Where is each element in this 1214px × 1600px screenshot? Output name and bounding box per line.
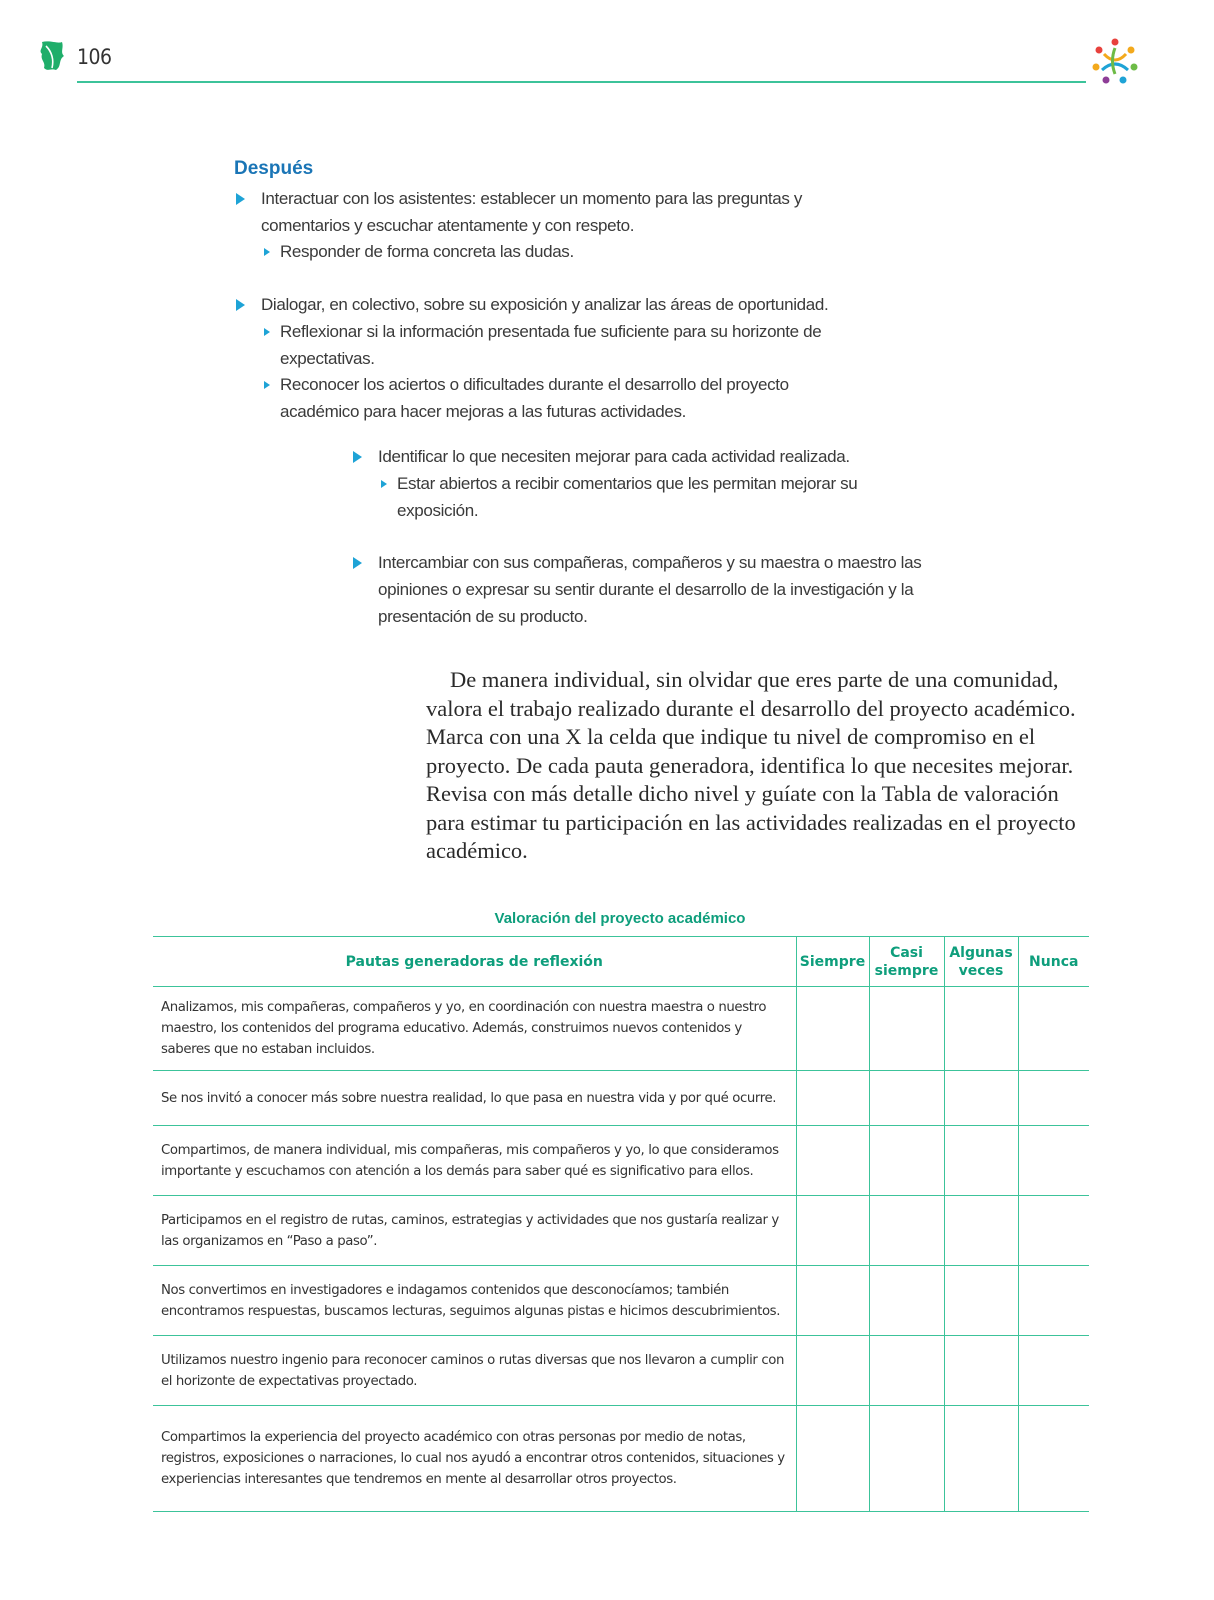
checkbox-cell-nunca[interactable] bbox=[1018, 1266, 1089, 1336]
checkbox-cell-algunas-veces[interactable] bbox=[944, 1336, 1018, 1406]
bullet-text: Intercambiar con sus compañeras, compañeros y su maestra o maestro las opiniones o expresar su sentir durante el desarrollo de la investigación y la presentación de su producto. bbox=[378, 553, 922, 626]
bullet-item bbox=[378, 443, 898, 470]
bullet-arrow-icon bbox=[353, 557, 362, 569]
table-row bbox=[153, 1266, 1089, 1336]
checkbox-cell-algunas-veces[interactable] bbox=[944, 1266, 1018, 1336]
checkbox-cell-nunca[interactable] bbox=[1018, 987, 1089, 1071]
criteria-text: Utilizamos nuestro ingenio para reconocer caminos o rutas diversas que nos llevaron a cumplir con el horizonte de expectativas proyectado. bbox=[153, 1336, 796, 1406]
bullet-item bbox=[261, 291, 861, 318]
bullet-arrow-icon bbox=[264, 248, 270, 256]
page-number: 106 bbox=[77, 45, 112, 69]
checkbox-cell-siempre[interactable] bbox=[796, 1336, 869, 1406]
section-title: Después bbox=[234, 158, 314, 179]
page-header bbox=[0, 0, 1214, 100]
bullet-arrow-icon bbox=[264, 328, 270, 336]
bullet-arrow-icon bbox=[264, 381, 270, 389]
table-row bbox=[153, 1336, 1089, 1406]
assessment-table bbox=[153, 936, 1089, 1512]
leaf-logo-icon bbox=[36, 38, 68, 74]
checkbox-cell-casi-siempre[interactable] bbox=[869, 1126, 944, 1196]
checkbox-cell-nunca[interactable] bbox=[1018, 1196, 1089, 1266]
sub-bullet-item bbox=[280, 238, 840, 265]
criteria-text: Se nos invitó a conocer más sobre nuestra realidad, lo que pasa en nuestra vida y por qué ocurre. bbox=[153, 1071, 796, 1126]
criteria-text: Analizamos, mis compañeras, compañeros y yo, en coordinación con nuestra maestra o nuestro maestro, los contenidos del programa educativo. Además, construimos nuevos contenidos y saberes que no estaban incluidos. bbox=[153, 987, 796, 1071]
checkbox-cell-nunca[interactable] bbox=[1018, 1336, 1089, 1406]
header-criteria: Pautas generadoras de reflexión bbox=[153, 937, 796, 987]
checkbox-cell-algunas-veces[interactable] bbox=[944, 987, 1018, 1071]
checkbox-cell-casi-siempre[interactable] bbox=[869, 1196, 944, 1266]
bullet-text: Interactuar con los asistentes: establecer un momento para las preguntas y comentarios y escuchar atentamente y con respeto. bbox=[261, 189, 803, 235]
checkbox-cell-siempre[interactable] bbox=[796, 1406, 869, 1512]
bullet-arrow-icon bbox=[381, 480, 387, 488]
criteria-text: Participamos en el registro de rutas, caminos, estrategias y actividades que nos gustaría realizar y las organizamos en “Paso a paso”. bbox=[153, 1196, 796, 1266]
checkbox-cell-casi-siempre[interactable] bbox=[869, 987, 944, 1071]
bullet-text: Responder de forma concreta las dudas. bbox=[280, 242, 574, 261]
table-row bbox=[153, 1196, 1089, 1266]
bullet-arrow-icon bbox=[236, 193, 245, 205]
bullet-text: Reflexionar si la información presentada fue suficiente para su horizonte de expectativas. bbox=[280, 322, 822, 368]
sub-bullet-item bbox=[397, 470, 877, 524]
sub-bullet-item bbox=[280, 318, 840, 372]
header-siempre: Siempre bbox=[796, 937, 869, 987]
community-emblem-icon bbox=[1090, 36, 1140, 86]
sub-bullet-item bbox=[280, 371, 840, 425]
header-nunca: Nunca bbox=[1018, 937, 1089, 987]
checkbox-cell-nunca[interactable] bbox=[1018, 1071, 1089, 1126]
checkbox-cell-siempre[interactable] bbox=[796, 1126, 869, 1196]
header-algunas-veces: Algunas veces bbox=[944, 937, 1018, 987]
checkbox-cell-nunca[interactable] bbox=[1018, 1406, 1089, 1512]
checkbox-cell-algunas-veces[interactable] bbox=[944, 1196, 1018, 1266]
header-casi-siempre: Casi siempre bbox=[869, 937, 944, 987]
bullet-arrow-icon bbox=[353, 451, 362, 463]
table-row bbox=[153, 1406, 1089, 1512]
header-rule bbox=[77, 81, 1086, 83]
table-row bbox=[153, 1071, 1089, 1126]
table-row bbox=[153, 987, 1089, 1071]
bullet-text: Estar abiertos a recibir comentarios que les permitan mejorar su exposición. bbox=[397, 474, 858, 520]
checkbox-cell-algunas-veces[interactable] bbox=[944, 1406, 1018, 1512]
table-row bbox=[153, 1126, 1089, 1196]
bullet-text: Identificar lo que necesiten mejorar para cada actividad realizada. bbox=[378, 447, 850, 466]
checkbox-cell-algunas-veces[interactable] bbox=[944, 1071, 1018, 1126]
checkbox-cell-casi-siempre[interactable] bbox=[869, 1071, 944, 1126]
checkbox-cell-nunca[interactable] bbox=[1018, 1126, 1089, 1196]
criteria-text: Nos convertimos en investigadores e indagamos contenidos que desconocíamos; también encontramos respuestas, buscamos lecturas, seguimos algunas pistas e hicimos descubrimientos. bbox=[153, 1266, 796, 1336]
checkbox-cell-siempre[interactable] bbox=[796, 1266, 869, 1336]
bullet-item bbox=[378, 549, 938, 630]
checkbox-cell-casi-siempre[interactable] bbox=[869, 1336, 944, 1406]
checkbox-cell-algunas-veces[interactable] bbox=[944, 1126, 1018, 1196]
checkbox-cell-casi-siempre[interactable] bbox=[869, 1266, 944, 1336]
table-header-row bbox=[153, 937, 1089, 987]
checkbox-cell-siempre[interactable] bbox=[796, 1071, 869, 1126]
checkbox-cell-siempre[interactable] bbox=[796, 1196, 869, 1266]
table-title: Valoración del proyecto académico bbox=[494, 910, 746, 927]
bullet-arrow-icon bbox=[236, 299, 245, 311]
instruction-paragraph: De manera individual, sin olvidar que eres parte de una comunidad, valora el trabajo realizado durante el desarrollo del proyecto académico. Marca con una X la celda que indique tu nivel de compromiso en el proyecto. De cada pauta generadora, identifica lo que necesites mejorar. Revisa con más detalle dicho nivel y guíate con la Tabla de valoración para estimar tu participación en las actividades realizadas en el proyecto académico. bbox=[426, 667, 1076, 863]
bullet-item bbox=[261, 185, 821, 239]
criteria-text: Compartimos, de manera individual, mis compañeras, mis compañeros y yo, lo que consideramos importante y escuchamos con atención a los demás para saber qué es significativo para ellos. bbox=[153, 1126, 796, 1196]
checkbox-cell-casi-siempre[interactable] bbox=[869, 1406, 944, 1512]
checkbox-cell-siempre[interactable] bbox=[796, 987, 869, 1071]
bullet-text: Dialogar, en colectivo, sobre su exposición y analizar las áreas de oportunidad. bbox=[261, 295, 829, 314]
bullet-text: Reconocer los aciertos o dificultades durante el desarrollo del proyecto académico para hacer mejoras a las futuras actividades. bbox=[280, 375, 789, 421]
criteria-text: Compartimos la experiencia del proyecto académico con otras personas por medio de notas, registros, exposiciones o narraciones, lo cual nos ayudó a encontrar otros contenidos, situaciones y experiencias interesantes que tendremos en mente al desarrollar otros proyectos. bbox=[153, 1406, 796, 1512]
